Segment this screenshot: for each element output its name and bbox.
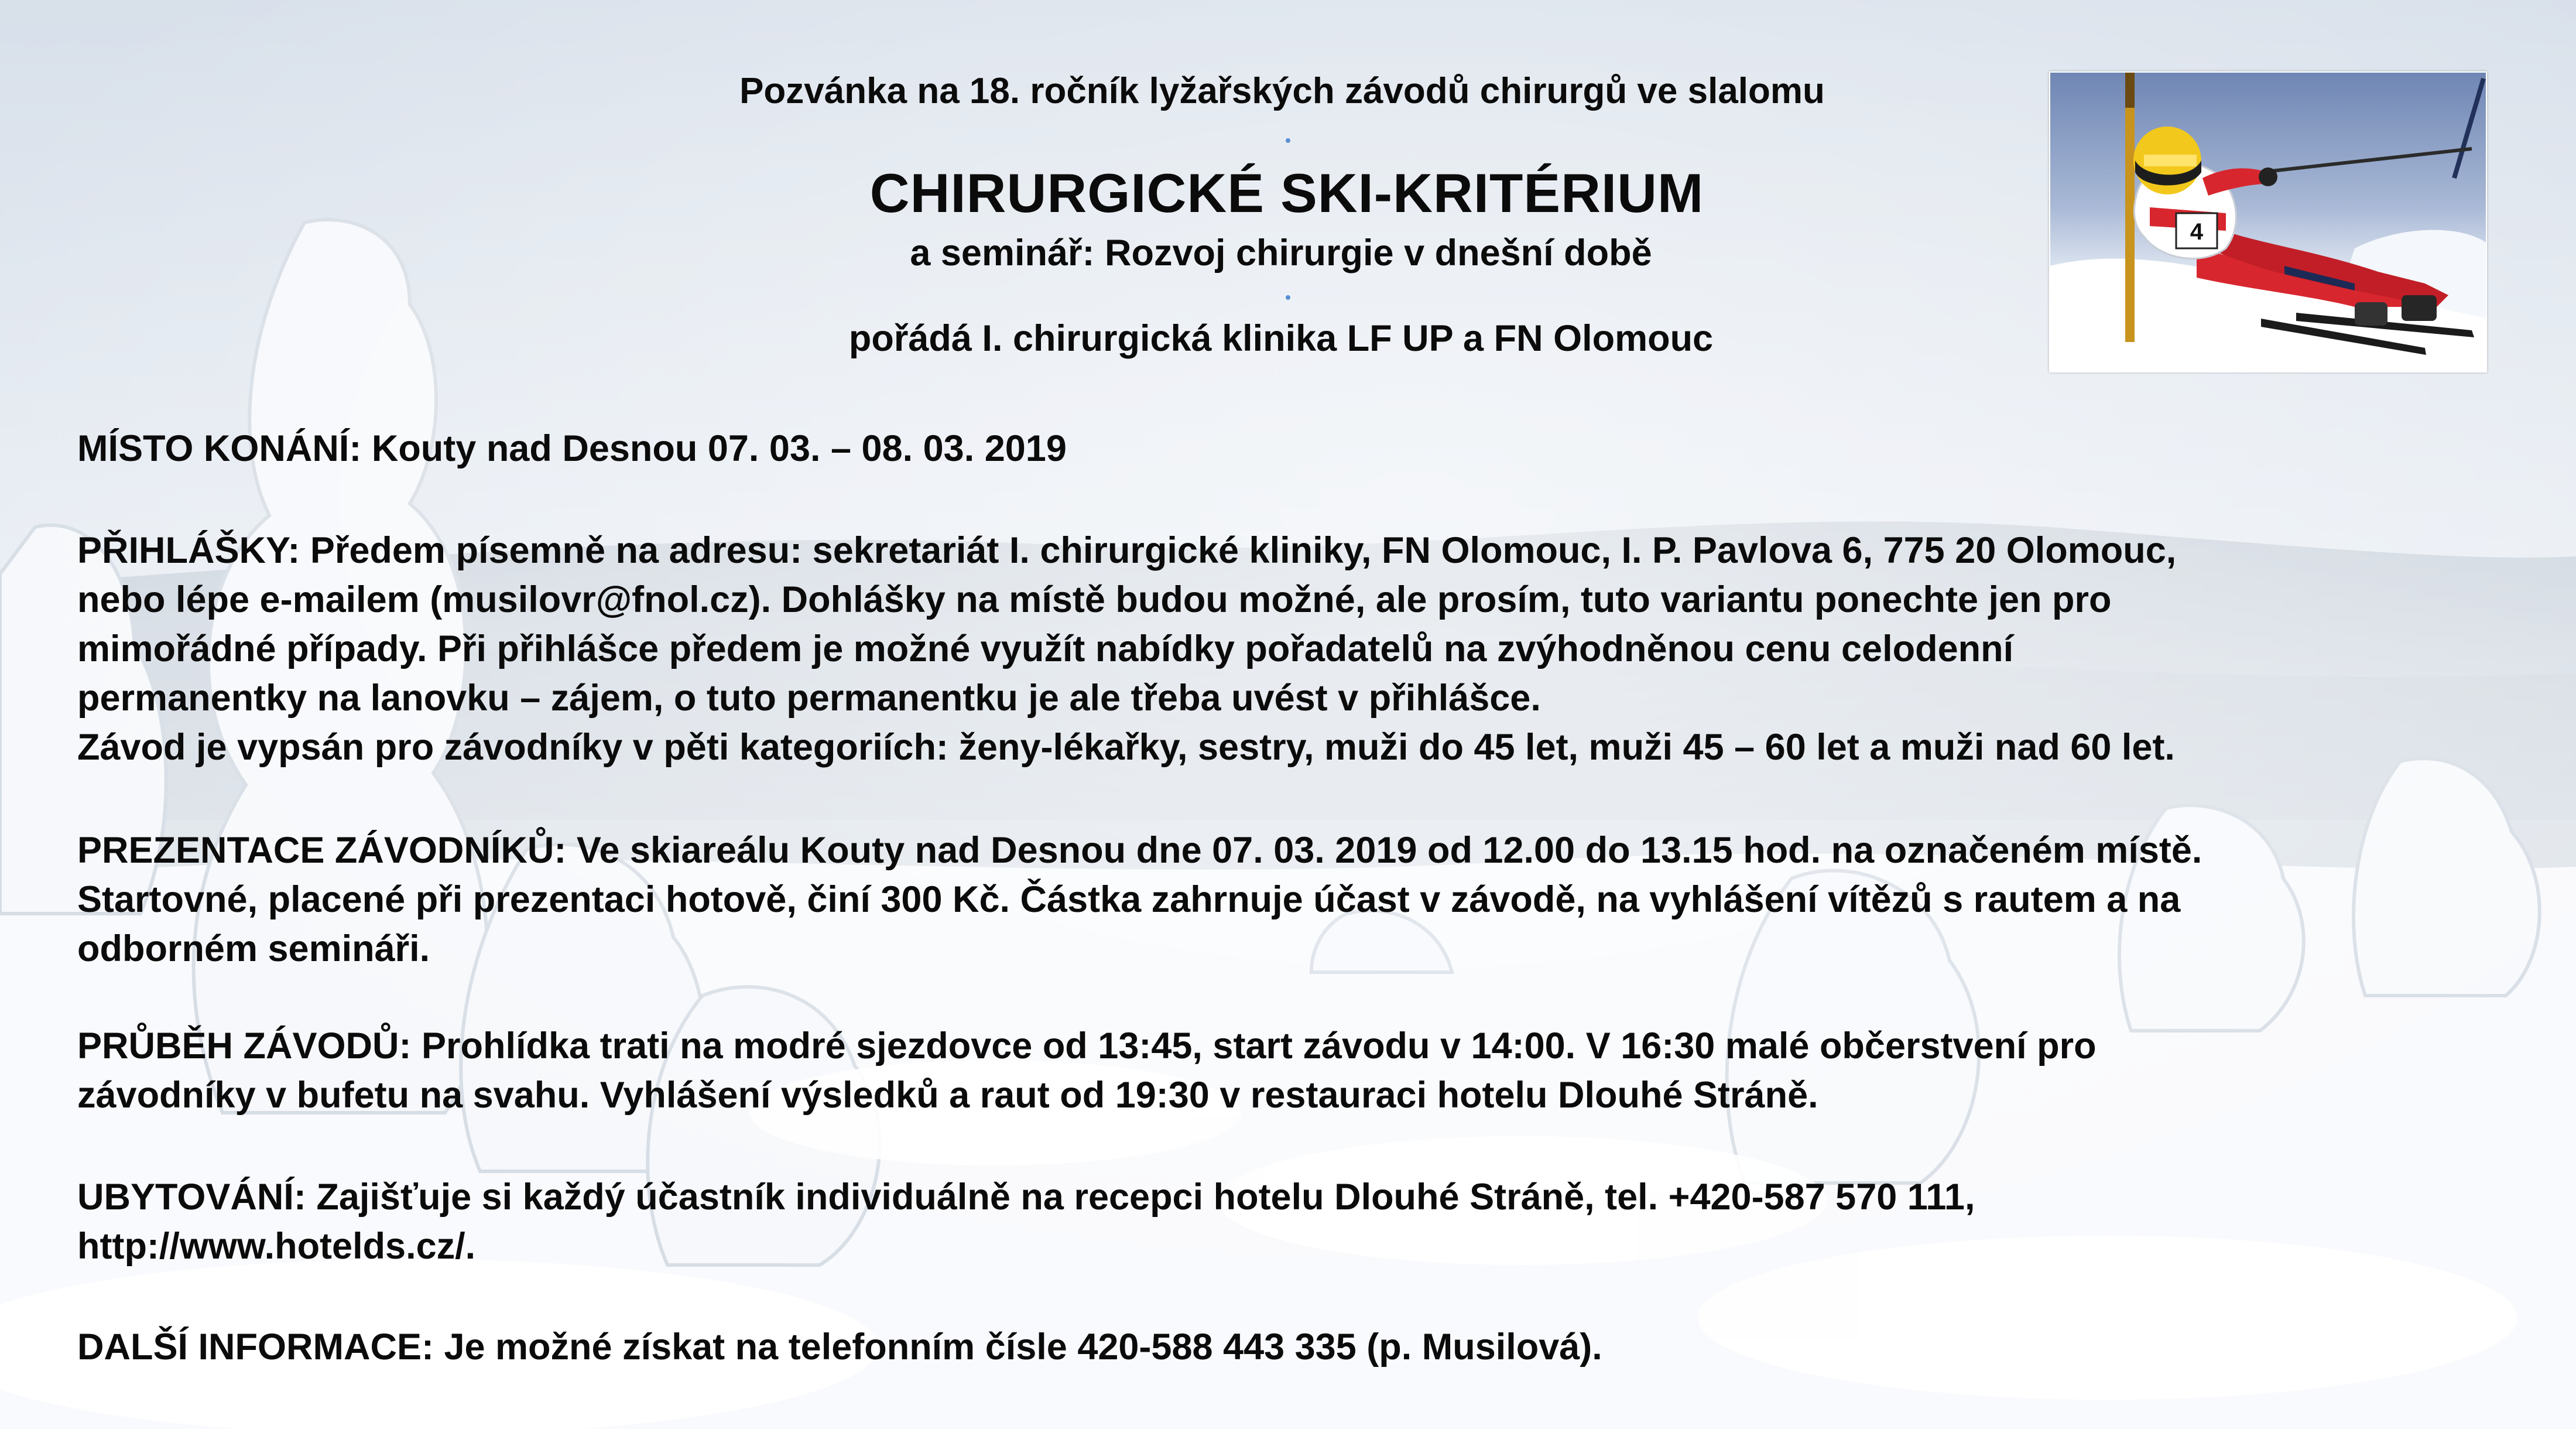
seminar-subtitle: a seminář: Rozvoj chirurgie v dnešní době (910, 233, 1652, 274)
race-section (77, 1021, 2524, 1120)
venue-line: MÍSTO KONÁNÍ: Kouty nad Desnou 07. 03. – 08. 03. 2019 (77, 428, 1067, 469)
venue-section (77, 424, 2524, 473)
registration-line: mimořádné případy. Při přihlášce předem je možné využít nabídky pořadatelů na zvýhodněnou cenu celodenní (77, 628, 2014, 669)
presentation-line: PREZENTACE ZÁVODNÍKŮ: Ve skiareálu Kouty nad Desnou dne 07. 03. 2019 od 12.00 do 13.15 hod. na označeném místě. (77, 830, 2202, 871)
decorative-dot (1286, 138, 1290, 143)
event-title: CHIRURGICKÉ SKI-KRITÉRIUM (869, 162, 1704, 224)
info-line: DALŠÍ INFORMACE: Je možné získat na telefonním čísle 420-588 443 335 (p. Musilová). (77, 1327, 1602, 1368)
registration-line: Závod je vypsán pro závodníky v pěti kategoriích: ženy-lékařky, sestry, muži do 45 let, muži 45 – 60 let a muži nad 60 let. (77, 727, 2175, 768)
info-section (77, 1322, 2524, 1372)
gate-pole (2125, 73, 2135, 342)
accommodation-section (77, 1172, 2524, 1271)
presentation-line: Startovné, placené při prezentaci hotově, činí 300 Kč. Částka zahrnuje účast v závodě, na vyhlášení vítězů s rautem a na (77, 879, 2181, 920)
race-line: závodníky v bufetu na svahu. Vyhlášení výsledků a raut od 19:30 v restauraci hotelu Dlouhé Stráně. (77, 1075, 1818, 1116)
svg-text:4: 4 (2190, 219, 2204, 245)
accommodation-line: UBYTOVÁNÍ: Zajišťuje si každý účastník individuálně na recepci hotelu Dlouhé Stráně, tel. +420-587 570 111, (77, 1177, 1975, 1218)
decorative-dot (1286, 295, 1290, 300)
invitation-heading: Pozvánka na 18. ročník lyžařských závodů chirurgů ve slalomu (739, 71, 1825, 111)
presentation-line: odborném semináři. (77, 928, 430, 969)
race-line: PRŮBĚH ZÁVODŮ: Prohlídka trati na modré sjezdovce od 13:45, start závodu v 14:00. V 16:30 malé občerstvení pro (77, 1025, 2097, 1066)
registration-section (77, 526, 2524, 772)
organizer-line: pořádá I. chirurgická klinika LF UP a FN Olomouc (848, 318, 1714, 359)
accommodation-url[interactable]: http://www.hotelds.cz/. (77, 1226, 476, 1267)
registration-line: PŘIHLÁŠKY: Předem písemně na adresu: sekretariát I. chirurgické kliniky, FN Olomouc, I. P. Pavlova 6, 775 20 Olomouc, (77, 530, 2177, 571)
presentation-section (77, 826, 2524, 973)
registration-line: permanentky na lanovku – zájem, o tuto permanentku je ale třeba uvést v přihlášce. (77, 678, 1541, 719)
skier-photo (2049, 71, 2487, 372)
registration-line: nebo lépe e-mailem (musilovr@fnol.cz). Dohlášky na místě budou možné, ale prosím, tuto variantu ponechte jen pro (77, 579, 2112, 620)
